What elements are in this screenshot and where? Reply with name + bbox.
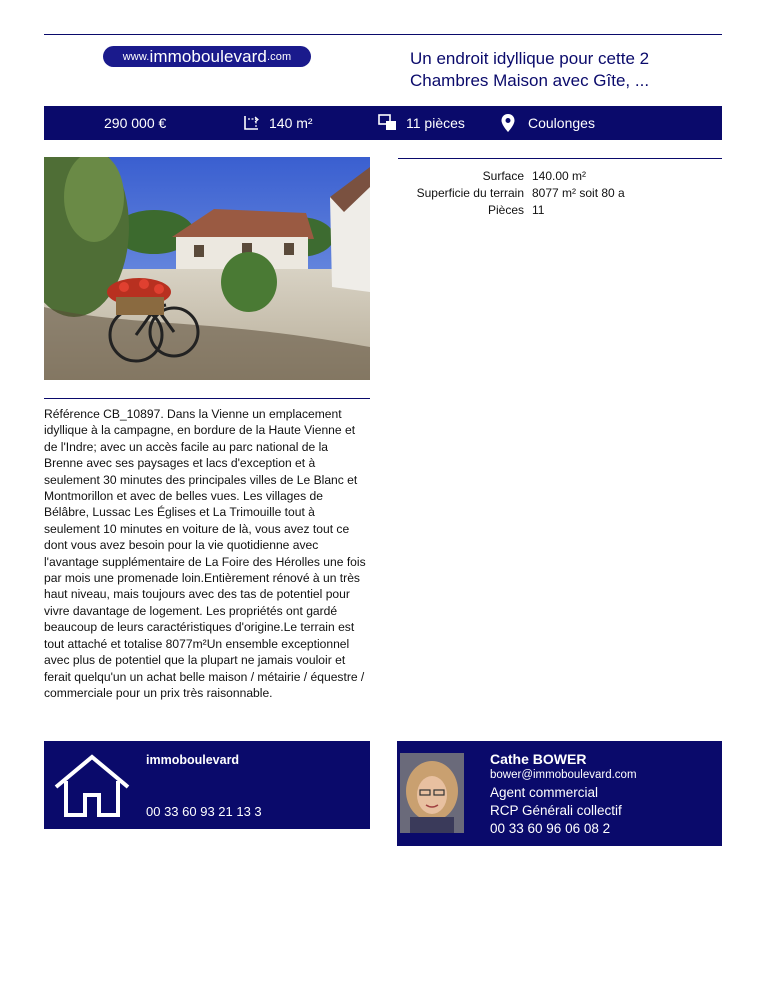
property-photo xyxy=(44,157,370,380)
surface xyxy=(243,106,313,140)
agent-card xyxy=(397,741,722,846)
logo-suffix: .com xyxy=(266,50,292,63)
agency-card xyxy=(44,741,370,829)
house-icon xyxy=(52,753,132,819)
location-value: Coulonges xyxy=(528,115,595,131)
agent-photo xyxy=(400,753,464,833)
spec-row xyxy=(398,202,722,219)
rooms-icon xyxy=(378,114,398,132)
rooms-value: 11 pièces xyxy=(406,115,465,131)
logo-prefix: www. xyxy=(122,50,150,63)
spec-label: Superficie du terrain xyxy=(416,186,524,200)
location-pin-icon xyxy=(500,113,516,133)
spec-row xyxy=(398,185,722,202)
top-rule xyxy=(44,34,722,35)
spec-label: Surface xyxy=(482,169,524,183)
spec-value: 11 xyxy=(532,203,545,217)
agent-rcp: RCP Générali collectif xyxy=(490,803,622,818)
agent-phone[interactable]: 00 33 60 96 06 08 2 xyxy=(490,821,611,836)
listing-title: Un endroit idyllique pour cette 2 Chambres Maison avec Gîte, ... xyxy=(410,49,650,90)
spec-value: 140.00 m² xyxy=(532,169,587,183)
agent-role: Agent commercial xyxy=(490,785,599,800)
surface-value: 140 m² xyxy=(269,115,313,131)
spec-label: Pièces xyxy=(487,203,524,217)
property-photo-image xyxy=(44,157,370,380)
spec-row xyxy=(398,168,722,185)
rooms xyxy=(378,106,465,140)
surface-icon xyxy=(243,114,261,132)
description: Référence CB_10897. Dans la Vienne un emplacement idyllique à la campagne, en bordure de la Haute Vienne et de l'Indre; avec un accès facile au parc national de la Brenne avec ses paysages et lacs d'exception et à seulement 30 minutes des principales villes de Le Blanc et Montmorillon et avec de belles vues. Les villages de Bélâbre, Lussac Les Églises et La Trimouille tout à seulement 10 minutes en voiture de là, vous avez tout ce dont vous avez besoin pour la vie quotidienne avec l'avantage supplémentaire de La Foire des Hérolles une fois par mois une promenade loin.Entièrement rénové à un très haut niveau, mais toujours avec des tas de potentiel pour vivre davantage de logement. Les propriétés ont gardé beaucoup de leurs caractéristiques d'origine.Le terrain est tout attaché et totalise 8077m²Un ensemble exceptionnel avec plus de potentiel que la plupart ne jamais vouloir et ferait quelqu'un un achat belle maison / métairie / équestre / commerciale pour un prix très raisonnable. xyxy=(44,407,366,700)
logo-brand: immoboulevard xyxy=(149,46,267,66)
spec-value: 8077 m² soit 80 a xyxy=(532,186,625,200)
price xyxy=(104,106,166,140)
location xyxy=(500,106,595,140)
specs-rule xyxy=(398,158,722,159)
agent-email[interactable]: bower@immoboulevard.com xyxy=(490,769,637,781)
price-value: 290 000 € xyxy=(104,115,167,131)
stats-bar xyxy=(44,106,722,140)
description-rule xyxy=(44,398,370,399)
specs-table xyxy=(398,168,722,219)
agent-name: Cathe BOWER xyxy=(490,751,587,767)
logo[interactable] xyxy=(103,46,311,67)
agency-name: immoboulevard xyxy=(146,753,240,767)
agency-phone[interactable]: 00 33 60 93 21 13 3 xyxy=(146,804,262,819)
